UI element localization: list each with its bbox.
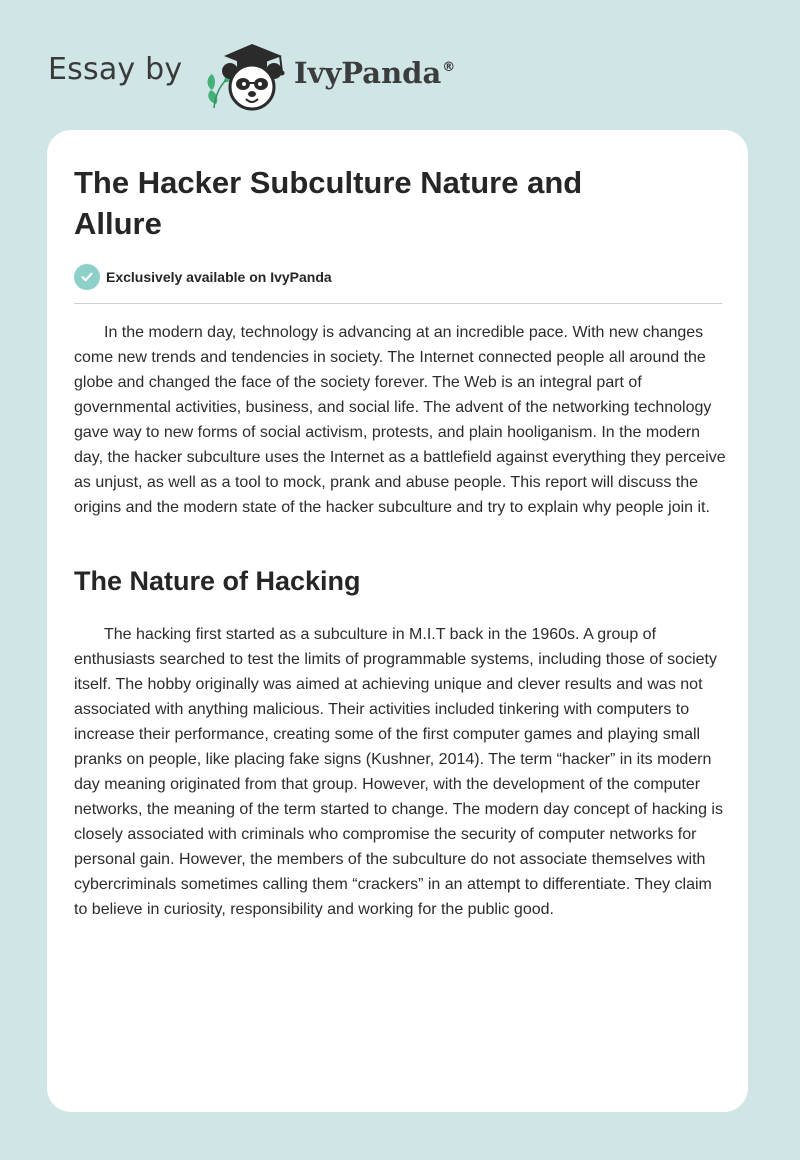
brand-name[interactable]: IvyPanda® <box>294 56 456 90</box>
panda-logo-icon[interactable] <box>202 38 294 112</box>
exclusive-label: Exclusively available on IvyPanda <box>106 269 332 285</box>
page-title: The Hacker Subculture Nature and Allure <box>74 165 583 241</box>
site-header <box>48 34 508 114</box>
exclusive-badge <box>74 264 332 290</box>
section-heading: The Nature of Hacking <box>74 566 361 596</box>
section-paragraph: The hacking first started as a subculture in M.I.T back in the 1960s. A group of enthusiasts searched to test the limits of programmable systems, including those of society itself. The hobby originally was aimed at achieving unique and clever results and was not associated with anything malicious. Their activities included tinkering with computers to increase their performance, creating some of the first computer games and playing small pranks on people, like placing fake signs (Kushner, 2014). The term “hacker” in its modern day meaning originated from that group. However, with the development of the computer networks, the meaning of the term started to change. The modern day concept of hacking is closely associated with criminals who compromise the security of computer networks for personal gain. However, the members of the subculture do not associate themselves with cybercriminals sometimes calling them “crackers” in an attempt to differentiate. They claim to believe in curiosity, responsibility and working for the public good. <box>74 626 723 918</box>
check-circle-icon <box>74 264 100 290</box>
essay-by-label: Essay by <box>48 52 183 87</box>
divider <box>74 303 722 304</box>
intro-paragraph: In the modern day, technology is advancing at an incredible pace. With new changes come new trends and tendencies in society. The Internet connected people all around the globe and changed the face of the society forever. The Web is an integral part of governmental activities, business, and social life. The advent of the networking technology gave way to new forms of social activism, protests, and plain hooliganism. In the modern day, the hacker subculture uses the Internet as a battlefield against everything they perceive as unjust, as well as a tool to mock, prank and abuse people. This report will discuss the origins and the modern state of the hacker subculture and try to explain why people join it. <box>74 324 726 516</box>
registered-mark: ® <box>442 60 456 75</box>
essay-card <box>47 130 748 1112</box>
